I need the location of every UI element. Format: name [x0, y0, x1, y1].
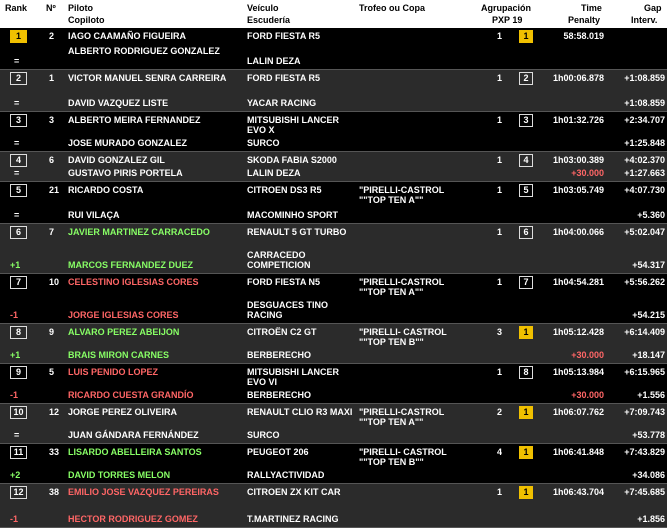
table-row[interactable]	[0, 70, 667, 112]
penalty-time: +30.000	[571, 350, 604, 360]
col-pilot-header: Piloto	[68, 3, 93, 13]
race-time: 1h03:05.749	[552, 185, 604, 195]
team-name: YACAR RACING	[247, 98, 317, 108]
rank-badge: 10	[10, 406, 27, 419]
group-number: 1	[497, 367, 503, 377]
table-row[interactable]	[0, 152, 667, 182]
position-change: -1	[10, 514, 19, 524]
vehicle-name: SKODA FABIA S2000	[247, 155, 337, 165]
car-number: 10	[49, 277, 60, 287]
trophy-name: "PIRELLI-CASTROL ""TOP TEN A""	[359, 185, 445, 205]
interval-time: +1:25.848	[624, 138, 665, 148]
trophy-name: "PIRELLI- CASTROL ""TOP TEN B""	[359, 447, 447, 467]
col-interval-header: Interv.	[631, 15, 658, 25]
vehicle-name: RENAULT CLIO R3 MAXI	[247, 407, 353, 417]
group-position-badge: 1	[519, 326, 533, 339]
rank-badge: 11	[10, 446, 27, 459]
vehicle-name: CITROËN C2 GT	[247, 327, 317, 337]
race-time: 1h05:13.984	[552, 367, 604, 377]
penalty-time: +30.000	[571, 168, 604, 178]
gap-time: +4:02.370	[624, 155, 665, 165]
race-time: 1h06:41.848	[552, 447, 604, 457]
table-row[interactable]	[0, 274, 667, 324]
table-row[interactable]	[0, 224, 667, 274]
gap-time: +6:14.409	[624, 327, 665, 337]
trophy-name: "PIRELLI-CASTROL ""TOP TEN A""	[359, 277, 445, 297]
group-position-badge: 4	[519, 154, 533, 167]
gap-time: +7:43.829	[624, 447, 665, 457]
table-row[interactable]	[0, 364, 667, 404]
pilot-name: EMILIO JOSE VAZQUEZ PEREIRAS	[68, 487, 219, 497]
team-name: RALLYACTIVIDAD	[247, 470, 325, 480]
car-number: 2	[49, 31, 55, 41]
gap-time: +5:56.262	[624, 277, 665, 287]
pilot-name: JORGE PEREZ OLIVEIRA	[68, 407, 178, 417]
group-number: 4	[497, 447, 503, 457]
race-time: 1h06:43.704	[552, 487, 604, 497]
gap-time: +4:07.730	[624, 185, 665, 195]
col-team-header: Escudería	[247, 15, 291, 25]
pilot-name: LISARDO ABELLEIRA SANTOS	[68, 447, 202, 457]
team-name: LALIN DEZA	[247, 56, 301, 66]
group-position-badge: 1	[519, 446, 533, 459]
team-name: SURCO	[247, 138, 280, 148]
group-number: 1	[497, 487, 503, 497]
pilot-name: JAVIER MARTINEZ CARRACEDO	[68, 227, 210, 237]
car-number: 9	[49, 327, 55, 337]
group-number: 1	[497, 277, 503, 287]
car-number: 1	[49, 73, 55, 83]
team-name: BERBERECHO	[247, 350, 312, 360]
copilot-name: JUAN GÁNDARA FERNÁNDEZ	[68, 430, 199, 440]
group-number: 1	[497, 155, 503, 165]
col-group-header: Agrupación	[481, 3, 532, 13]
col-trophy-header: Trofeo ou Copa	[359, 3, 425, 13]
race-time: 1h04:54.281	[552, 277, 604, 287]
table-row[interactable]	[0, 182, 667, 224]
gap-time: +7:09.743	[624, 407, 665, 417]
col-time-header: Time	[581, 3, 602, 13]
group-number: 3	[497, 327, 503, 337]
position-change: +1	[10, 350, 21, 360]
group-number: 1	[497, 31, 503, 41]
team-name: T.MARTINEZ RACING	[247, 514, 339, 524]
group-number: 1	[497, 115, 503, 125]
rank-badge: 12	[10, 486, 27, 499]
gap-time: +7:45.685	[624, 487, 665, 497]
car-number: 6	[49, 155, 55, 165]
copilot-name: GUSTAVO PIRIS PORTELA	[68, 168, 183, 178]
vehicle-name: CITROEN ZX KIT CAR	[247, 487, 341, 497]
group-number: 2	[497, 407, 503, 417]
position-change: -1	[10, 390, 19, 400]
interval-time: +5.360	[637, 210, 665, 220]
results-table-header	[0, 0, 667, 28]
rank-badge: 3	[10, 114, 27, 127]
team-name: BERBERECHO	[247, 390, 312, 400]
copilot-name: ALBERTO RODRIGUEZ GONZALEZ	[68, 46, 220, 56]
car-number: 33	[49, 447, 60, 457]
table-row[interactable]	[0, 404, 667, 444]
position-change: +2	[10, 470, 21, 480]
rank-badge: 7	[10, 276, 27, 289]
interval-time: +53.778	[632, 430, 665, 440]
team-name: CARRACEDO COMPETICION	[247, 250, 311, 270]
race-time: 58:58.019	[563, 31, 604, 41]
car-number: 12	[49, 407, 60, 417]
gap-time: +2:34.707	[624, 115, 665, 125]
gap-time: +1:08.859	[624, 73, 665, 83]
interval-time: +54.215	[632, 310, 665, 320]
col-pxp-header: PXP 19	[492, 15, 523, 25]
pilot-name: LUIS PENIDO LOPEZ	[68, 367, 159, 377]
table-row[interactable]	[0, 112, 667, 152]
pilot-name: CELESTINO IGLESIAS CORES	[68, 277, 199, 287]
group-number: 1	[497, 227, 503, 237]
trophy-name: "PIRELLI- CASTROL ""TOP TEN B""	[359, 327, 447, 347]
position-change: +1	[10, 260, 21, 270]
rank-badge: 2	[10, 72, 27, 85]
vehicle-name: FORD FIESTA N5	[247, 277, 321, 287]
group-position-badge: 6	[519, 226, 533, 239]
interval-time: +1:08.859	[624, 98, 665, 108]
race-time: 1h06:07.762	[552, 407, 604, 417]
table-row[interactable]	[0, 444, 667, 484]
rank-badge: 9	[10, 366, 27, 379]
rank-badge: 4	[10, 154, 27, 167]
pilot-name: ALBERTO MEIRA FERNANDEZ	[68, 115, 201, 125]
group-position-badge: 3	[519, 114, 533, 127]
col-number-header: Nº	[46, 3, 56, 13]
copilot-name: DAVID TORRES MELON	[68, 470, 171, 480]
vehicle-name: MITSUBISHI LANCER EVO VI	[247, 367, 339, 387]
table-row[interactable]	[0, 28, 667, 70]
vehicle-name: FORD FIESTA R5	[247, 73, 321, 83]
vehicle-name: PEUGEOT 206	[247, 447, 309, 457]
rank-badge: 8	[10, 326, 27, 339]
car-number: 7	[49, 227, 55, 237]
col-copilot-header: Copiloto	[68, 15, 105, 25]
vehicle-name: FORD FIESTA R5	[247, 31, 321, 41]
copilot-name: DAVID VAZQUEZ LISTE	[68, 98, 169, 108]
race-time: 1h03:00.389	[552, 155, 604, 165]
group-number: 1	[497, 73, 503, 83]
team-name: LALIN DEZA	[247, 168, 301, 178]
race-time: 1h01:32.726	[552, 115, 604, 125]
team-name: DESGUACES TINO RACING	[247, 300, 329, 320]
position-change: =	[14, 168, 20, 178]
interval-time: +1.556	[637, 390, 665, 400]
vehicle-name: CITROEN DS3 R5	[247, 185, 322, 195]
pilot-name: ALVARO PEREZ ABEIJON	[68, 327, 180, 337]
group-position-badge: 1	[519, 406, 533, 419]
group-position-badge: 5	[519, 184, 533, 197]
col-vehicle-header: Veículo	[247, 3, 279, 13]
race-time: 1h04:00.066	[552, 227, 604, 237]
position-change: =	[14, 138, 20, 148]
penalty-time: +30.000	[571, 390, 604, 400]
vehicle-name: RENAULT 5 GT TURBO	[247, 227, 347, 237]
copilot-name: JOSE MURADO GONZALEZ	[68, 138, 188, 148]
group-position-badge: 7	[519, 276, 533, 289]
group-position-badge: 1	[519, 486, 533, 499]
rank-badge: 1	[10, 30, 27, 43]
copilot-name: JORGE IGLESIAS CORES	[68, 310, 179, 320]
car-number: 21	[49, 185, 60, 195]
group-position-badge: 1	[519, 30, 533, 43]
col-penalty-header: Penalty	[568, 15, 601, 25]
group-position-badge: 8	[519, 366, 533, 379]
pilot-name: RICARDO COSTA	[68, 185, 144, 195]
race-time: 1h05:12.428	[552, 327, 604, 337]
pilot-name: DAVID GONZALEZ GIL	[68, 155, 165, 165]
interval-time: +18.147	[632, 350, 665, 360]
rank-badge: 5	[10, 184, 27, 197]
copilot-name: RICARDO CUESTA GRANDÍO	[68, 390, 194, 400]
car-number: 3	[49, 115, 55, 125]
position-change: =	[14, 210, 20, 220]
car-number: 38	[49, 487, 60, 497]
position-change: =	[14, 56, 20, 66]
car-number: 5	[49, 367, 55, 377]
group-number: 1	[497, 185, 503, 195]
copilot-name: MARCOS FERNANDEZ DUEZ	[68, 260, 193, 270]
vehicle-name: MITSUBISHI LANCER EVO X	[247, 115, 339, 135]
position-change: =	[14, 98, 20, 108]
gap-time: +5:02.047	[624, 227, 665, 237]
interval-time: +1.856	[637, 514, 665, 524]
interval-time: +1:27.663	[624, 168, 665, 178]
rank-badge: 6	[10, 226, 27, 239]
position-change: =	[14, 430, 20, 440]
copilot-name: BRAIS MIRON CARNES	[68, 350, 170, 360]
pilot-name: IAGO CAAMAÑO FIGUEIRA	[68, 31, 186, 41]
pilot-name: VICTOR MANUEL SENRA CARREIRA	[68, 73, 227, 83]
team-name: MACOMINHO SPORT	[247, 210, 338, 220]
table-row[interactable]	[0, 484, 667, 528]
table-row[interactable]	[0, 324, 667, 364]
col-gap-header: Gap	[644, 3, 662, 13]
trophy-name: "PIRELLI-CASTROL ""TOP TEN A""	[359, 407, 445, 427]
col-rank-header: Rank	[5, 3, 28, 13]
copilot-name: HECTOR RODRIGUEZ GOMEZ	[68, 514, 198, 524]
copilot-name: RUI VILAÇA	[68, 210, 120, 220]
position-change: -1	[10, 310, 19, 320]
group-position-badge: 2	[519, 72, 533, 85]
team-name: SURCO	[247, 430, 280, 440]
race-time: 1h00:06.878	[552, 73, 604, 83]
gap-time: +6:15.965	[624, 367, 665, 377]
interval-time: +34.086	[632, 470, 665, 480]
interval-time: +54.317	[632, 260, 665, 270]
